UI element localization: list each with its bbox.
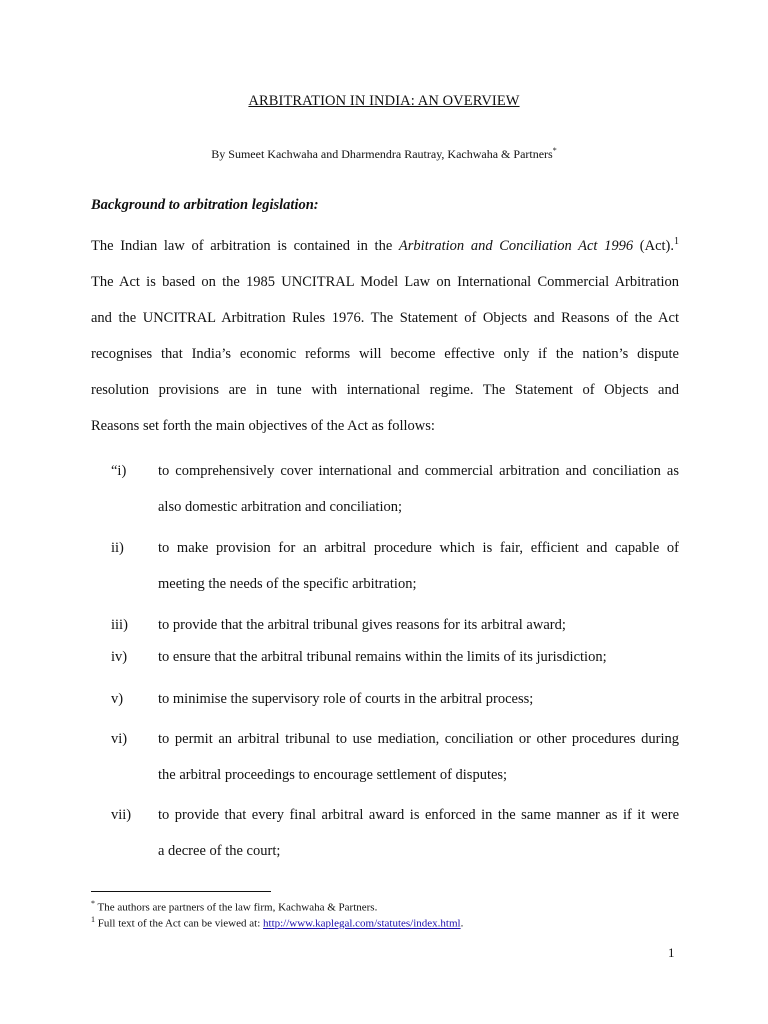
objective-number: iii) bbox=[111, 617, 128, 633]
document-title: ARBITRATION IN INDIA: AN OVERVIEW bbox=[248, 93, 520, 109]
paragraph-line: resolution provisions are in tune with international regime. The Statement of Objects and bbox=[91, 382, 679, 398]
footnote-authors: * The authors are partners of the law firm, Kachwaha & Partners. bbox=[91, 899, 378, 914]
statutes-link[interactable]: http://www.kaplegal.com/statutes/index.html bbox=[263, 917, 461, 930]
footnote-ref-1[interactable]: 1 bbox=[673, 236, 679, 248]
objective-number: vii) bbox=[111, 807, 132, 823]
objective-line: to provide that the arbitral tribunal gives reasons for its arbitral award; bbox=[158, 617, 566, 633]
section-heading: Background to arbitration legislation: bbox=[91, 197, 319, 213]
objective-line: to make provision for an arbitral procedure which is fair, efficient and capable of bbox=[158, 540, 679, 556]
objective-number: iv) bbox=[111, 649, 128, 665]
objective-number: ii) bbox=[111, 540, 124, 556]
author-byline bbox=[0, 146, 768, 162]
intro-paragraph bbox=[91, 228, 679, 444]
objective-number: v) bbox=[111, 691, 124, 707]
objective-line: also domestic arbitration and conciliation; bbox=[158, 499, 403, 515]
paragraph-line: The Indian law of arbitration is contained in the Arbitration and Conciliation Act 1996 (Act).$^1$ bbox=[91, 236, 679, 254]
objective-line: to minimise the supervisory role of courts in the arbitral process; bbox=[158, 691, 534, 707]
page-number: 1 bbox=[668, 945, 675, 960]
objective-line: a decree of the court; bbox=[158, 843, 281, 859]
objective-line: the arbitral proceedings to encourage settlement of disputes; bbox=[158, 767, 508, 783]
paragraph-line: and the UNCITRAL Arbitration Rules 1976. The Statement of Objects and Reasons of the Act bbox=[91, 310, 679, 326]
objective-number: vi) bbox=[111, 731, 128, 747]
objective-line: to comprehensively cover international and commercial arbitration and conciliation as bbox=[158, 463, 679, 479]
paragraph-line: Reasons set forth the main objectives of the Act as follows: bbox=[91, 418, 435, 434]
objective-line: to permit an arbitral tribunal to use mediation, conciliation or other procedures during bbox=[158, 731, 679, 747]
objective-number: “i) bbox=[111, 463, 127, 479]
objective-line: to provide that every final arbitral award is enforced in the same manner as if it were bbox=[158, 807, 679, 823]
objective-line: meeting the needs of the specific arbitration; bbox=[158, 576, 417, 592]
footnote-mark: 1 bbox=[91, 915, 95, 924]
paragraph-line: The Act is based on the 1985 UNCITRAL Model Law on International Commercial Arbitration bbox=[91, 274, 679, 290]
footnote-separator bbox=[91, 891, 271, 892]
objective-line: to ensure that the arbitral tribunal remains within the limits of its jurisdiction; bbox=[158, 649, 607, 665]
footnote-act-link: $^1$ Full text of the Act can be viewed at: http://www.kaplegal.com/statutes/index.html. bbox=[91, 915, 464, 930]
byline-footnote-mark: * bbox=[552, 146, 557, 155]
byline-text: By Sumeet Kachwaha and Dharmendra Rautray, Kachwaha & Partners bbox=[211, 147, 553, 161]
paragraph-line: recognises that India’s economic reforms will become effective only if the nation’s dispute bbox=[91, 346, 679, 362]
footnote-mark: * bbox=[91, 899, 95, 908]
act-name: Arbitration and Conciliation Act 1996 bbox=[398, 238, 634, 254]
